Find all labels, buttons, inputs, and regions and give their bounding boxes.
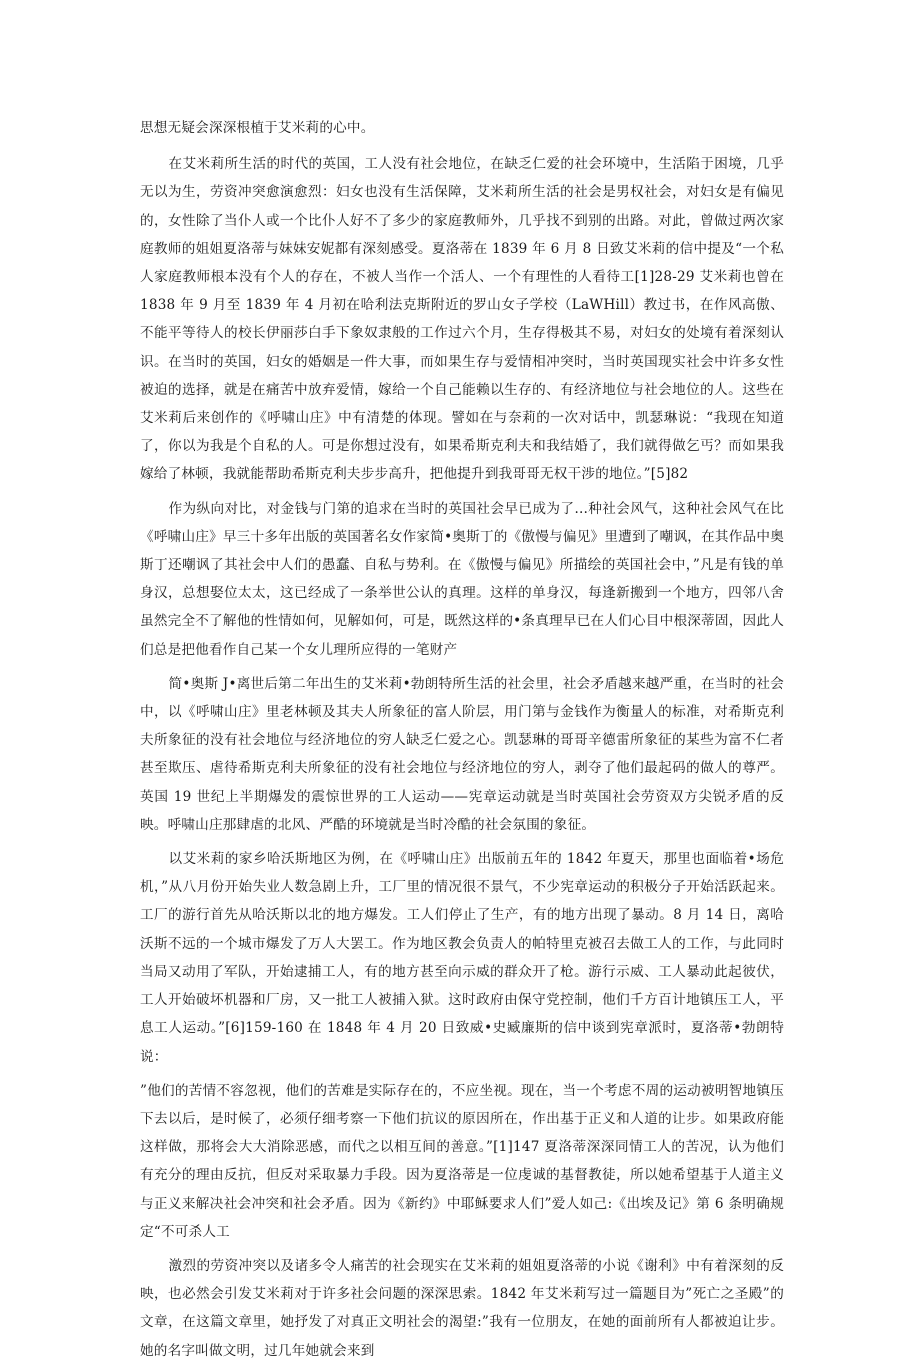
paragraph-6: ”他们的苦情不容忽视，他们的苦难是实际存在的，不应坐视。现在，当一个考虑不周的运动被明智地镇压下去以后，是时候了，必须仔细考察一下他们抗议的原因所在，作出基于正义和人道的让步。如果政府能这样做，那将会大大消除恶感，而代之以相互间的善意。”[1]147 夏洛蒂深深同情工人的苦况，认为他们有充分的理由反抗，但反对采取暴力手段。因为夏洛蒂是一位虔诚的基督教徒，所以她希望基于人道主义与正义来解决社会冲突和社会矛盾。因为《新约》中耶稣要求人们”爱人如己:《出埃及记》第 6 条明确规定“不可杀人工 xyxy=(140,1082,784,1240)
paragraph-3: 作为纵向对比，对金钱与门第的追求在当时的英国社会早已成为了…种社会风气，这种社会风气在比《呼啸山庄》早三十多年出版的英国著名女作家简•奥斯丁的《傲慢与偏见》里遭到了嘲讽，在其作品中奥斯丁还嘲讽了其社会中人们的愚蠢、自私与势利。在《傲慢与偏见》所描绘的英国社会中，”凡是有钱的单身汉，总想娶位太太，这已经成了一条举世公认的真理。这样的单身汉，每逢新搬到一个地方，四邻八舍虽然完全不了解他的性情如何，见解如何，可是，既然这样的•条真理早已在人们心目中根深蒂固，因此人们总是把他看作自己某一个女儿理所应得的一笔财产 xyxy=(140,500,784,658)
document-body xyxy=(140,114,784,1371)
paragraph-5: 以艾米莉的家乡哈沃斯地区为例，在《呼啸山庄》出版前五年的 1842 年夏天，那里也面临着•场危机，”从八月份开始失业人数急剧上升，工厂里的情况很不景气，不少宪章运动的积极分子开始活跃起来。工厂的游行首先从哈沃斯以北的地方爆发。工人们停止了生产，有的地方出现了暴动。8 月 14 日，离哈沃斯不远的一个城市爆发了万人大罢工。作为地区教会负责人的帕特里克被召去做工人的工作，与此同时当局又动用了军队，开始逮捕工人，有的地方甚至向示威的群众开了枪。游行示威、工人暴动此起彼伏，工人开始破坏机器和厂房，又一批工人被捕入狱。这时政府由保守党控制，他们千方百计地镇压工人，平息工人运动。”[6]159-160 在 1848 年 4 月 20 日致威•史臧廉斯的信中谈到宪章派时，夏洛蒂•勃朗特说： xyxy=(140,851,784,1065)
paragraph-7: 激烈的劳资冲突以及诸多令人痛苦的社会现实在艾米莉的姐姐夏洛蒂的小说《谢利》中有着深刻的反映，也必然会引发艾米莉对于许多社会问题的深深思索。1842 年艾米莉写过一篇题目为”死亡之圣殿”的文章，在这篇文章里，她抒发了对真正文明社会的渴望:”我有一位朋友，在她的面前所有人都被迫让步。她的名字叫做文明，过几年她就会来到 xyxy=(140,1257,784,1359)
paragraph-1: 思想无疑会深深根植于艾米莉的心中。 xyxy=(140,120,375,136)
paragraph-4: 简•奥斯 J•离世后第二年出生的艾米莉•勃朗特所生活的社会里，社会矛盾越来越严重，在当时的社会中，以《呼啸山庄》里老林顿及其夫人所象征的富人阶层，用门第与金钱作为衡量人的标准，对希斯克利夫所象征的没有社会地位与经济地位的穷人缺乏仁爱之心。凯瑟琳的哥哥辛德雷所象征的某些为富不仁者甚至欺压、虐待希斯克利夫所象征的没有社会地位与经济地位的穷人，剥夺了他们最起码的做人的尊严。英国 19 世纪上半期爆发的震惊世界的工人运动——宪章运动就是当时英国社会劳资双方尖锐矛盾的反映。呼啸山庄那肆虐的北风、严酷的环境就是当时冷酷的社会氛围的象征。 xyxy=(140,675,784,833)
paragraph-2: 在艾米莉所生活的时代的英国，工人没有社会地位，在缺乏仁爱的社会环境中，生活陷于困境，几乎无以为生，劳资冲突愈演愈烈：妇女也没有生活保障，艾米莉所生活的社会是男权社会，对妇女是有偏见的，女性除了当仆人或一个比仆人好不了多少的家庭教师外，几乎找不到别的出路。对此，曾做过两次家庭教师的姐姐夏洛蒂与妹妹安妮都有深刻感受。夏洛蒂在 1839 年 6 月 8 日致艾米莉的信中提及“一个私人家庭教师根本没有个人的存在，不被人当作一个活人、一个有理性的人看待工[1]28-29 艾米莉也曾在 1838 年 9 月至 1839 年 4 月初在哈利法克斯附近的罗山女子学校（LaWHill）教过书，在作风高傲、不能平等待人的校长伊丽莎白手下象奴隶般的工作过六个月，生存得极其不易，对妇女的处境有着深刻认识。在当时的英国，妇女的婚姻是一件大事，而如果生存与爱情相冲突时，当时英国现实社会中许多女性被迫的选择，就是在痛苦中放弃爱情，嫁给一个自己能赖以生存的、有经济地位与社会地位的人。这些在艾米莉后来创作的《呼啸山庄》中有清楚的体现。譬如在与奈莉的一次对话中，凯瑟琳说：“我现在知道了，你以为我是个自私的人。可是你想过没有，如果希斯克利夫和我结婚了，我们就得做乞丐？而如果我嫁给了林顿，我就能帮助希斯克利夫步步高升，把他提升到我哥哥无权干涉的地位。”[5]82 xyxy=(140,156,784,483)
